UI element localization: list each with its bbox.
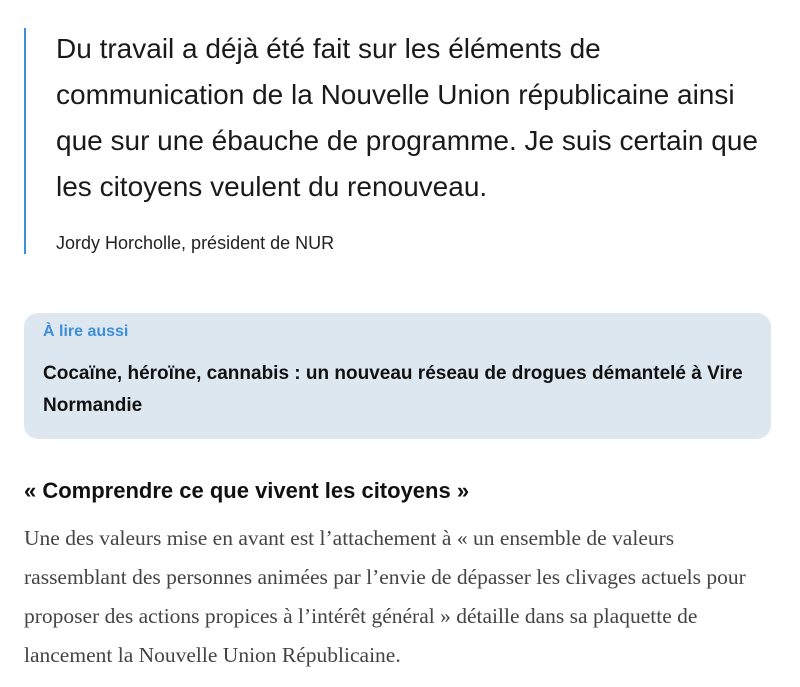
related-article-link[interactable]: Cocaïne, héroïne, cannabis : un nouveau réseau de drogues démantelé à Vire Normandie — [43, 363, 743, 416]
article-paragraph: Une des valeurs mise en avant est l’attachement à « un ensemble de valeurs rassemblant des personnes animées par l’envie de dépasser les clivages actuels pour proposer des actions propices à l’intérêt général » détaille dans sa plaquette de lancement la Nouvelle Union Républicaine. — [24, 526, 746, 667]
section-heading: « Comprendre ce que vivent les citoyens » — [24, 478, 470, 503]
related-article-box[interactable] — [24, 313, 771, 439]
pull-quote — [24, 28, 764, 254]
quote-text: Du travail a déjà été fait sur les éléments de communication de la Nouvelle Union républicaine ainsi que sur une ébauche de programme. Je suis certain que les citoyens veulent du renouveau. — [56, 33, 758, 202]
quote-author: Jordy Horcholle, président de NUR — [56, 233, 335, 253]
related-kicker: À lire aussi — [43, 323, 129, 340]
